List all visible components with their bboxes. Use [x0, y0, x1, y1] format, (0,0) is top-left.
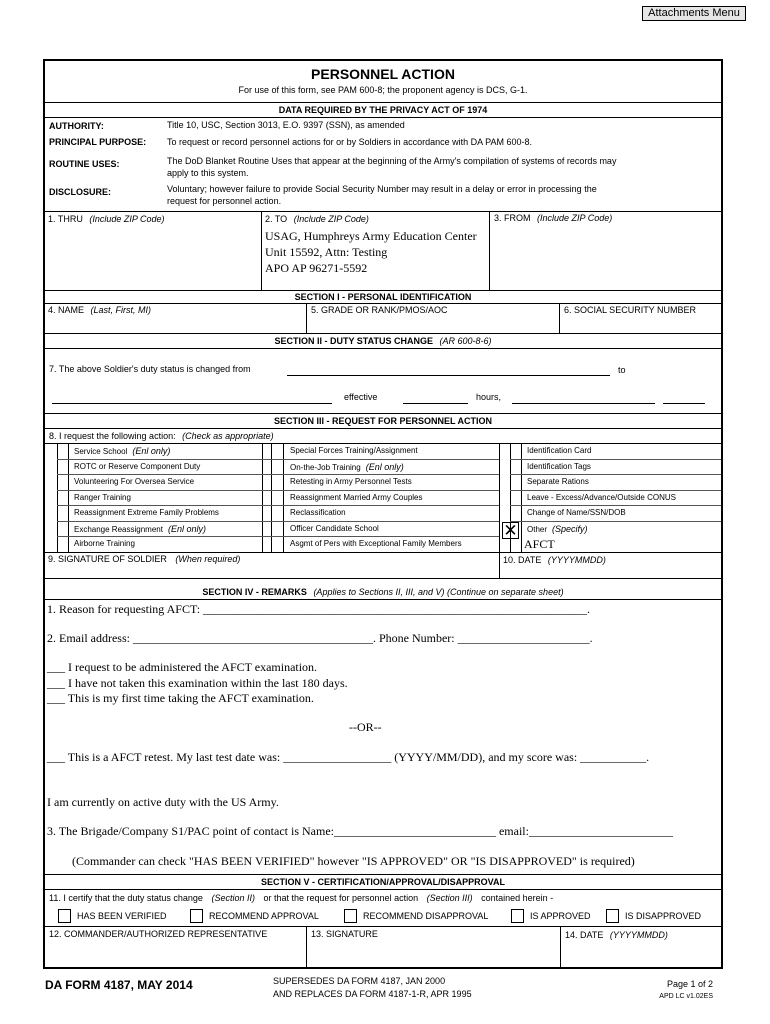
action-option-label: Asgmt of Pers with Exceptional Family Members: [290, 539, 462, 548]
recommend-disapproval-checkbox[interactable]: [344, 909, 357, 923]
thru-field[interactable]: [48, 214, 258, 288]
action-option-col3-3[interactable]: [527, 493, 676, 503]
recommend-approval-label: RECOMMEND APPROVAL: [209, 911, 319, 921]
is-disapproved-checkbox[interactable]: [606, 909, 619, 923]
name-hint: (Last, First, MI): [90, 305, 152, 315]
disclosure-text-1: Voluntary; however failure to provide Social Security Number may result in a delay or error in processing the: [167, 184, 597, 194]
remarks-commander-note: (Commander can check "HAS BEEN VERIFIED" however "IS APPROVED" OR "IS DISAPPROVED" is required): [72, 854, 635, 868]
section2-header: SECTION II - DUTY STATUS CHANGE (AR 600-8-6): [274, 336, 492, 346]
action-option-col3-5[interactable]: [527, 524, 588, 535]
action-option-col1-3[interactable]: [74, 493, 131, 503]
supersedes-line-2: AND REPLACES DA FORM 4187-1-R, APR 1995: [273, 989, 472, 999]
divider: [45, 348, 721, 349]
line11-text: 11. I certify that the duty status change (Section II) or that the request for personnel action (Section III) contained herein -: [49, 893, 554, 903]
action-option-hint: (Enl only): [365, 462, 404, 472]
status-to-field[interactable]: [52, 403, 332, 404]
divider: [45, 290, 721, 291]
commander-signature-field[interactable]: [311, 929, 556, 965]
remarks-email: 2. Email address: ________________________________________. Phone Number: ______________________.: [47, 631, 593, 645]
is-disapproved-label: IS DISAPPROVED: [625, 911, 702, 921]
action-option-label: Ranger Training: [74, 493, 131, 502]
ssn-label: 6. SOCIAL SECURITY NUMBER: [564, 305, 697, 315]
hours-field[interactable]: [512, 403, 655, 404]
divider: [45, 333, 721, 334]
action-option-hint: (Enl only): [132, 446, 171, 456]
divider: [510, 474, 721, 475]
name-field[interactable]: [48, 305, 303, 331]
action-option-label: Airborne Training: [74, 539, 135, 548]
divider: [45, 926, 721, 927]
action-option-label: Exchange Reassignment: [74, 525, 163, 534]
effective-word: effective: [344, 392, 378, 402]
section4-header: SECTION IV - REMARKS (Applies to Sections II, III, and V) (Continue on separate sheet): [202, 587, 564, 597]
action-option-label: Officer Candidate School: [290, 524, 379, 533]
thru-label: 1. THRU: [48, 214, 83, 224]
line7-text: 7. The above Soldier's duty status is changed from: [49, 364, 251, 374]
soldier-date-hint: (YYYYMMDD): [547, 555, 606, 565]
divider: [560, 926, 561, 967]
soldier-date-label: 10. DATE: [503, 555, 542, 565]
action-option-label: Special Forces Training/Assignment: [290, 446, 418, 455]
action-option-col2-6[interactable]: [290, 539, 462, 549]
action-option-col2-1[interactable]: [290, 462, 404, 473]
remarks-line-b: ___ I have not taken this examination within the last 180 days.: [47, 676, 348, 690]
commander-date-field[interactable]: [565, 930, 719, 965]
divider: [510, 490, 721, 491]
divider: [45, 211, 721, 212]
divider: [510, 459, 721, 460]
divider: [499, 552, 721, 553]
commander-field[interactable]: [49, 929, 303, 965]
divider: [57, 459, 499, 460]
action-option-label: Change of Name/SSN/DOB: [527, 508, 626, 517]
soldier-signature-label: 9. SIGNATURE OF SOLDIER: [48, 554, 167, 564]
action-option-col2-3[interactable]: [290, 493, 423, 503]
divider: [57, 474, 499, 475]
divider: [499, 443, 500, 578]
action-option-label: Reassignment Extreme Family Problems: [74, 508, 219, 517]
divider: [261, 211, 262, 290]
action-option-col2-5[interactable]: [290, 524, 379, 534]
commander-label: 12. COMMANDER/AUTHORIZED REPRESENTATIVE: [49, 929, 268, 939]
soldier-signature-field[interactable]: [48, 554, 496, 576]
action-option-label: Reassignment Married Army Couples: [290, 493, 423, 502]
action-option-label: Identification Tags: [527, 462, 591, 471]
action-option-col1-5[interactable]: [74, 524, 206, 535]
grade-label: 5. GRADE OR RANK/PMOS/AOC: [311, 305, 448, 315]
divider: [57, 490, 499, 491]
hours-word: hours,: [476, 392, 502, 402]
action-option-col3-1[interactable]: [527, 462, 591, 472]
divider: [45, 874, 721, 875]
to-label: 2. TO: [265, 214, 288, 224]
commander-date-label: 14. DATE: [565, 930, 604, 940]
status-from-field[interactable]: [287, 375, 610, 376]
divider: [57, 521, 499, 522]
action-option-col2-2[interactable]: [290, 477, 412, 487]
name-label: 4. NAME: [48, 305, 85, 315]
other-specify-value[interactable]: AFCT: [524, 537, 555, 551]
divider: [45, 599, 721, 600]
thru-hint: (Include ZIP Code): [89, 214, 165, 224]
action-option-col1-0[interactable]: [74, 446, 170, 457]
divider: [45, 303, 721, 304]
routine-label: ROUTINE USES:: [49, 159, 120, 169]
disclosure-text-2: request for personnel action.: [167, 196, 282, 206]
action-option-label: Volunteering For Oversea Service: [74, 477, 195, 486]
page-number: Page 1 of 2: [666, 979, 713, 989]
soldier-date-field[interactable]: [503, 555, 718, 577]
section3-header: SECTION III - REQUEST FOR PERSONNEL ACTION: [273, 416, 493, 426]
purpose-text: To request or record personnel actions for or by Soldiers in accordance with DA PAM 600-8.: [167, 137, 533, 147]
divider: [45, 889, 721, 890]
divider: [45, 428, 721, 429]
divider: [45, 443, 721, 444]
routine-text-2: apply to this system.: [167, 168, 249, 178]
action-option-hint: (Specify): [552, 524, 588, 534]
action-option-label: Reclassification: [290, 508, 346, 517]
remarks-or: --OR--: [349, 720, 382, 734]
action-option-label: On-the-Job Training: [290, 463, 361, 472]
to-address-line-2: Unit 15592, Attn: Testing: [265, 245, 388, 259]
form-number: DA FORM 4187, MAY 2014: [45, 978, 193, 992]
commander-date-hint: (YYYYMMDD): [609, 930, 668, 940]
privacy-header: DATA REQUIRED BY THE PRIVACY ACT OF 1974: [278, 105, 488, 115]
remarks-active-duty: I am currently on active duty with the US Army.: [47, 795, 279, 809]
section1-header: SECTION I - PERSONAL IDENTIFICATION: [294, 292, 472, 302]
effective-date-field[interactable]: [403, 403, 468, 404]
line8-text: 8. I request the following action: (Check as appropriate): [49, 431, 274, 441]
to-address-line-1: USAG, Humphreys Army Education Center: [265, 229, 477, 243]
action-option-col3-0[interactable]: [527, 446, 591, 456]
divider: [45, 578, 721, 579]
is-approved-label: IS APPROVED: [530, 911, 591, 921]
action-option-col1-1[interactable]: [74, 462, 200, 472]
recommend-disapproval-label: RECOMMEND DISAPPROVAL: [363, 911, 489, 921]
section5-header: SECTION V - CERTIFICATION/APPROVAL/DISAPPROVAL: [260, 877, 505, 887]
divider: [559, 303, 560, 333]
action-option-label: Separate Rations: [527, 477, 589, 486]
action-option-col1-4[interactable]: [74, 508, 219, 518]
hours-extra-field[interactable]: [663, 403, 705, 404]
divider: [57, 505, 499, 506]
divider: [45, 413, 721, 414]
action-option-label: Leave - Excess/Advance/Outside CONUS: [527, 493, 676, 502]
divider: [489, 211, 490, 290]
divider: [510, 505, 721, 506]
action-option-label: Identification Card: [527, 446, 592, 455]
action-option-label: Other: [527, 525, 548, 534]
to-hint: (Include ZIP Code): [293, 214, 369, 224]
authority-text: Title 10, USC, Section 3013, E.O. 9397 (SSN), as amended: [167, 120, 405, 130]
other-checkbox[interactable]: ✕: [503, 521, 518, 540]
action-option-col2-0[interactable]: [290, 446, 418, 456]
divider: [57, 536, 499, 537]
supersedes-line-1: SUPERSEDES DA FORM 4187, JAN 2000: [273, 976, 446, 986]
divider: [510, 521, 721, 522]
action-option-col2-4[interactable]: [290, 508, 346, 518]
action-option-col3-2[interactable]: [527, 477, 589, 487]
authority-label: AUTHORITY:: [49, 121, 104, 131]
remarks-reason: 1. Reason for requesting AFCT: ________________________________________________________________.: [47, 602, 591, 616]
action-option-col1-2[interactable]: [74, 477, 194, 487]
action-option-hint: (Enl only): [167, 524, 206, 534]
purpose-label: PRINCIPAL PURPOSE:: [49, 137, 147, 147]
form-subtitle: For use of this form, see PAM 600-8; the proponent agency is DCS, G-1.: [238, 85, 528, 95]
action-option-label: Service School: [74, 447, 128, 456]
attachments-menu-button[interactable]: Attachments Menu: [642, 6, 746, 21]
to-address-line-3: APO AP 96271-5592: [265, 261, 368, 275]
action-option-col3-4[interactable]: [527, 508, 626, 518]
from-label: 3. FROM: [494, 213, 531, 223]
divider: [45, 117, 721, 118]
routine-text-1: The DoD Blanket Routine Uses that appear at the beginning of the Army's compilation of systems of records may: [167, 156, 617, 166]
remarks-line-a: ___ I request to be administered the AFCT examination.: [47, 660, 318, 674]
divider: [306, 926, 307, 967]
commander-signature-label: 13. SIGNATURE: [311, 929, 378, 939]
soldier-signature-hint: (When required): [175, 554, 241, 564]
grade-field[interactable]: [311, 305, 556, 331]
to-word: to: [618, 365, 626, 375]
is-approved-checkbox[interactable]: [511, 909, 524, 923]
version-tag: APD LC v1.02ES: [659, 993, 713, 1000]
remarks-poc: 3. The Brigade/Company S1/PAC point of contact is Name:___________________________ email:________________________: [47, 824, 673, 838]
ssn-field[interactable]: [564, 305, 719, 331]
action-option-col1-6[interactable]: [74, 539, 135, 549]
divider: [45, 552, 499, 553]
action-option-label: Retesting in Army Personnel Tests: [290, 477, 412, 486]
has-been-verified-checkbox[interactable]: [58, 909, 71, 923]
from-hint: (Include ZIP Code): [537, 213, 613, 223]
remarks-retest: ___ This is a AFCT retest. My last test date was: __________________ (YYYY/MM/DD), and my score was: ___________.: [47, 750, 650, 764]
divider: [45, 102, 721, 103]
page-title: PERSONNEL ACTION: [311, 66, 455, 82]
recommend-approval-checkbox[interactable]: [190, 909, 203, 923]
remarks-line-c: ___ This is my first time taking the AFCT examination.: [47, 691, 314, 705]
from-field[interactable]: [494, 213, 719, 287]
has-been-verified-label: HAS BEEN VERIFIED: [77, 911, 167, 921]
divider: [306, 303, 307, 333]
action-option-label: ROTC or Reserve Component Duty: [74, 462, 201, 471]
disclosure-label: DISCLOSURE:: [49, 187, 112, 197]
